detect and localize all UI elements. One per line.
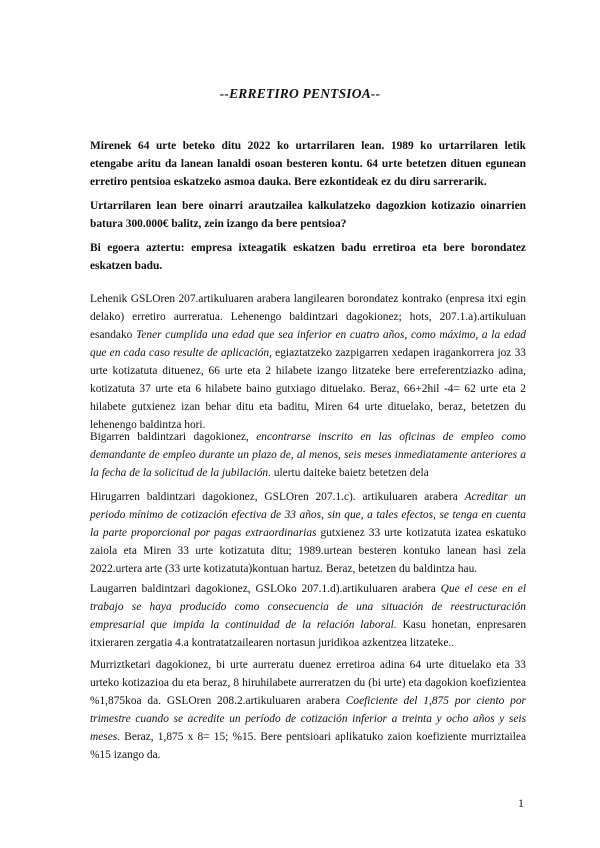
third-condition-quote: Acreditar un periodo mínimo de cotización efectiva de 33 años, sin que, a tales efectos, se tenga en cuenta la parte proporcional por pagas extraordinarias [90,491,526,539]
first-condition-paragraph [90,290,526,434]
reduction-text-c: Beraz, 1,875 x 8= 15; %15. Bere pentsioari aplikatuko zaion koefiziente murriztailea %15 izango da. [90,731,526,761]
instruction-paragraph: Bi egoera aztertu: empresa ixteagatik eskatzen badu erretiroa eta bere borondatez eskatzen badu. [90,242,526,272]
second-condition-paragraph [90,428,526,482]
third-condition-text-c: gutxienez 33 urte kotizatuta izatea eskatuko zaiola eta Miren 33 urte kotizatuta ditu; 1989.urtean besteren kontuko lanean hasi zela 2022.urtera arte (33 urte kotizatuta)kontuan hartuz. Beraz, betetzen du baldintza hau. [90,527,526,575]
first-condition-text-a: Lehenik GSLOren 207.artikuluaren arabera langilearen borondatez kontrako (enpresa itxi egin delako) erretiro aurreratua. Lehenengo baldintzari dagokionez; hots, 207.1.a).artikuluan esandako [90,293,526,341]
fourth-condition-quote: Que el cese en el trabajo se haya producido como consecuencia de una situación de reestructuración empresarial que impida la continuidad de la relación laboral. [90,583,526,631]
fourth-condition-paragraph [90,580,526,652]
fourth-condition-text-a: Laugarren baldintzari dagokionez, GSLOko 207.1.d).artikuluaren arabera [90,583,441,595]
question-paragraph: Urtarrilaren lean bere oinarri arautzailea kalkulatzeko dagozkion kotizazio oinarrien batura 300.000€ balitz, zein izango da bere pentsioa? [90,200,526,230]
document-title: --ERRETIRO PENTSIOA-- [219,86,381,101]
first-condition-text-c: , egiaztatzeko zazpigarren xedapen iragankorrera joz 33 urte kotizatuta dituenez, 66 urte eta 2 hilabete izango litzateke bere erreferentziazko adina, kotizatuta 37 urte eta 6 hilabete baino gutxiago dituelako. Beraz, 66+2hil -4= 62 urte eta 2 hilabete gutxienez izan behar ditu eta baditu, Miren 64 urte dituelako, beraz, betetzen du lehenengo baldintza hori. [90,347,526,431]
reduction-text-a: Murriztketari dagokionez, bi urte aurreratu duenez erretiroa adina 64 urte dituelako eta 33 urteko kotizazioa du eta beraz, 8 hiruhilabete aurreratzen du (bi urte) eta dagokion koefizientea %1,875koa da. GSLOren 208.2.artikuluaren arabera [90,659,526,707]
third-condition-text-a: Hirugarren baldintzari dagokionez, GSLOren 207.1.c). artikuluaren arabera [90,491,465,503]
fourth-condition-text-c: Kasu honetan, enpresaren itxieraren zergatia 4.a kontratatzailearen nortasun juridikoa azkentzea litzateke.. [90,619,527,649]
reduction-quote: Coeficiente del 1,875 por ciento por trimestre cuando se acredite un período de cotización inferior a treinta y ocho años y seis meses. [90,695,526,743]
first-condition-quote: Tener cumplida una edad que sea inferior en cuatro años, como máximo, a la edad que en cada caso resulte de aplicación [90,329,526,359]
page-number: 1 [518,796,524,810]
second-condition-quote: encontrarse inscrito en las oficinas de empleo como demandante de empleo durante un plazo de, al menos, seis meses inmediatamente anteriores a la fecha de la solicitud de la jubilación. [90,431,526,479]
second-condition-text-c: ulertu daiteke baietz betetzen dela [270,467,429,479]
case-statement-paragraph: Mirenek 64 urte beteko ditu 2022 ko urtarrilaren lean. 1989 ko urtarrilaren letik etengabe aritu da lanean lanaldi osoan besteren kontu. 64 urte betetzen dituen egunean erretiro pentsioa eskatzeko asmoa dauka. Bere ezkontideak ez du diru sarrerarik. [90,140,526,188]
second-condition-text-a: Bigarren baldintzari dagokionez, [90,431,257,443]
reduction-paragraph [90,656,526,764]
third-condition-paragraph [90,488,526,578]
